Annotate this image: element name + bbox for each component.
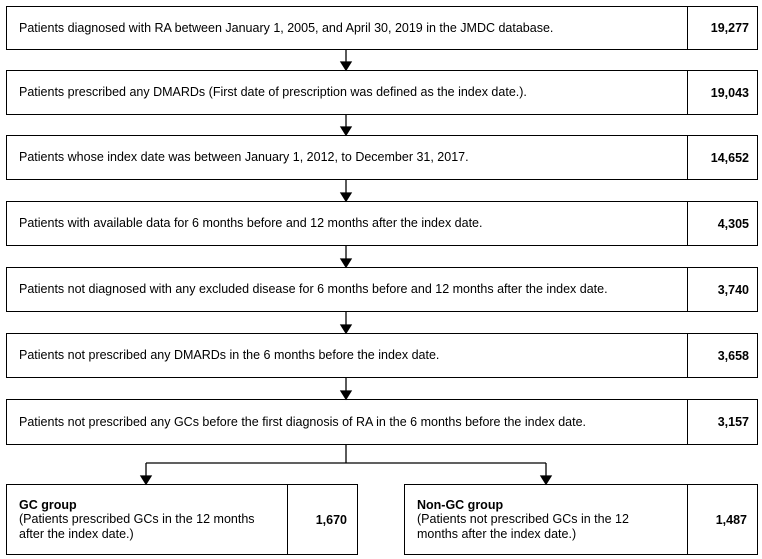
step-count: 4,305 [687, 202, 757, 245]
step-label: Patients not prescribed any DMARDs in the 6 months before the index date. [19, 348, 440, 362]
step-count: 3,740 [687, 268, 757, 311]
group-count: 1,670 [287, 485, 357, 554]
group-title: Non-GC group [417, 497, 504, 512]
step-count: 19,277 [687, 7, 757, 49]
group-title: GC group [19, 497, 77, 512]
step-label: Patients with available data for 6 months before and 12 months after the index date. [19, 216, 483, 230]
step-count: 3,157 [687, 400, 757, 444]
arrow-head [341, 325, 351, 333]
group-description: (Patients prescribed GCs in the 12 months after the index date.) [19, 512, 255, 541]
arrow-head [341, 391, 351, 399]
group-description: (Patients not prescribed GCs in the 12 months after the index date.) [417, 512, 629, 541]
arrow-head [141, 476, 151, 484]
arrow-head [341, 259, 351, 267]
step-label: Patients diagnosed with RA between January 1, 2005, and April 30, 2019 in the JMDC database. [19, 20, 554, 35]
arrow-head [341, 127, 351, 135]
step-label: Patients whose index date was between January 1, 2012, to December 31, 2017. [19, 150, 469, 164]
arrow-head [341, 62, 351, 70]
step-label: Patients not diagnosed with any excluded disease for 6 months before and 12 months after the index date. [19, 282, 608, 296]
step-count: 14,652 [687, 136, 757, 179]
step-count: 3,658 [687, 334, 757, 377]
group-count: 1,487 [687, 485, 757, 554]
arrow-head [541, 476, 551, 484]
step-label: Patients prescribed any DMARDs (First date of prescription was defined as the index date.). [19, 85, 527, 99]
step-count: 19,043 [687, 71, 757, 114]
step-label: Patients not prescribed any GCs before the first diagnosis of RA in the 6 months before the index date. [19, 414, 586, 429]
arrow-head [341, 193, 351, 201]
